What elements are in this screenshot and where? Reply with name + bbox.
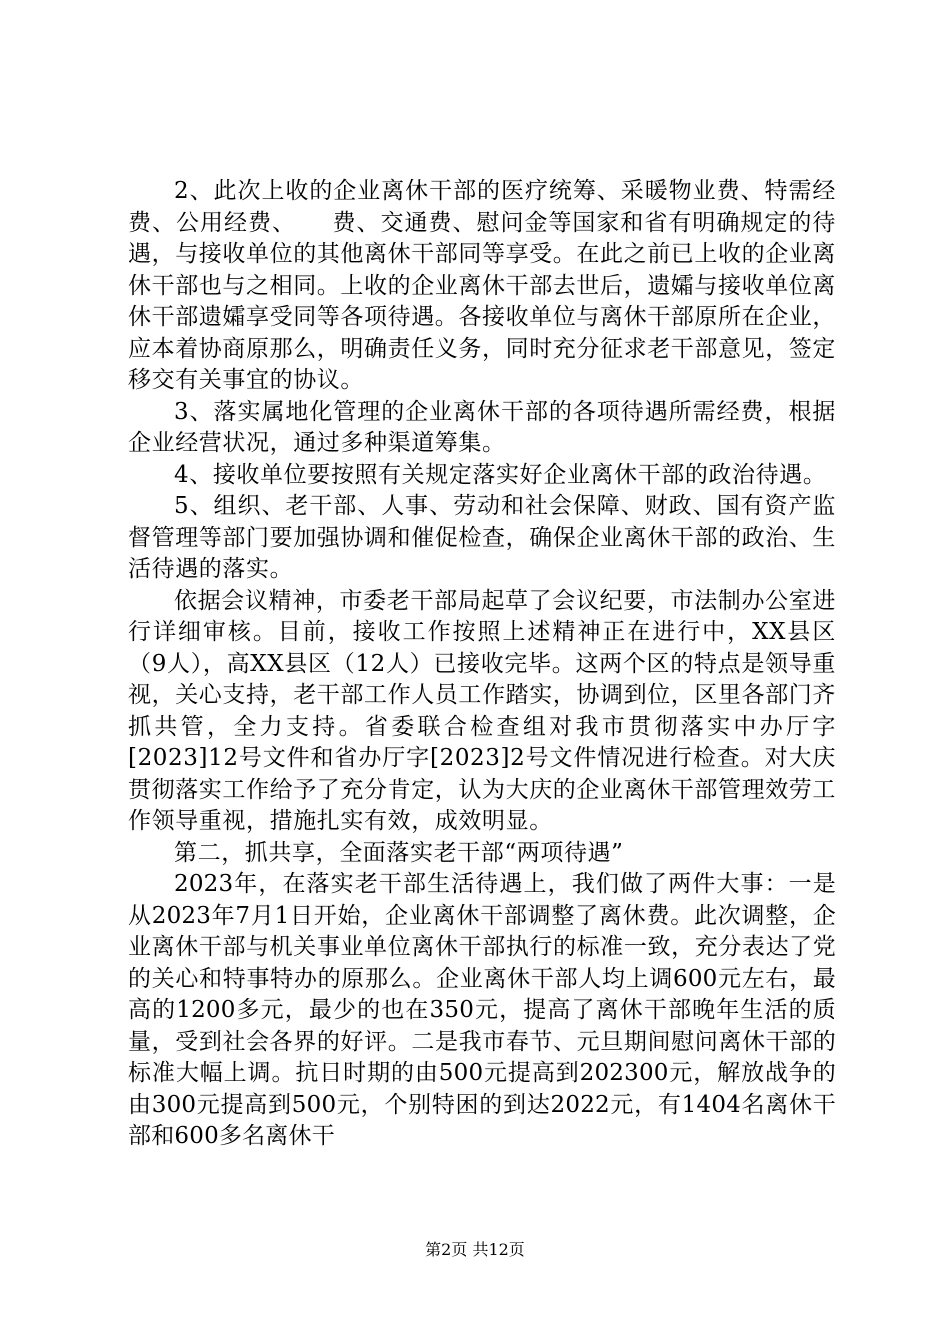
paragraph-item-5: 5、组织、老干部、人事、劳动和社会保障、财政、国有资产监督管理等部门要加强协调和催促检查，确保企业离休干部的政治、生活待遇的落实。 (128, 493, 836, 582)
paragraph-item-4: 4、接收单位要按照有关规定落实好企业离休干部的政治待遇。 (174, 461, 827, 488)
paragraph-meeting-summary: 依据会议精神，市委老干部局起草了会议纪要，市法制办公室进行详细审核。目前，接收工作按照上述精神正在进行中，XX县区（9人），高XX县区（12人）已接收完毕。这两个区的特点是领导重视，关心支持，老干部工作人员工作踏实，协调到位，区里各部门齐抓共管，全力支持。省委联合检查组对我市贯彻落实中办厅字[2023]12号文件和省办厅字[2023]2号文件情况进行检查。对大庆贯彻落实工作给予了充分肯定，认为大庆的企业离休干部管理效劳工作领导重视，措施扎实有效，成效明显。 (128, 587, 836, 834)
section-heading-second: 第二，抓共享，全面落实老干部“两项待遇” (174, 839, 624, 866)
paragraph-item-3: 3、落实属地化管理的企业离休干部的各项待遇所需经费，根据企业经营状况，通过多种渠道筹集。 (128, 398, 836, 456)
document-body (128, 176, 836, 1153)
page-number-footer: 第2页 共12页 (425, 1240, 525, 1259)
paragraph-living-treatment: 2023年，在落实老干部生活待遇上，我们做了两件大事：一是从2023年7月1日开始，企业离休干部调整了离休费。此次调整，企业离休干部与机关事业单位离休干部执行的标准一致，充分表达了党的关心和特事特办的原那么。企业离休干部人均上调600元左右，最高的1200多元，最少的也在350元，提高了离休干部晚年生活的质量，受到社会各界的好评。二是我市春节、元旦期间慰问离休干部的标准大幅上调。抗日时期的由500元提高到202300元，解放战争的由300元提高到500元，个别特困的到达2022元，有1404名离休干部和600多名离休干 (128, 871, 836, 1149)
paragraph-item-2: 2、此次上收的企业离休干部的医疗统筹、采暖物业费、特需经费、公用经费、 费、交通费、慰问金等国家和省有明确规定的待遇，与接收单位的其他离休干部同等享受。在此之前已上收的企业离休干部也与之相同。上收的企业离休干部去世后，遗孀与接收单位离休干部遗孀享受同等各项待遇。各接收单位与离休干部原所在企业，应本着协商原那么，明确责任义务，同时充分征求老干部意见，签定移交有关事宜的协议。 (128, 178, 836, 393)
